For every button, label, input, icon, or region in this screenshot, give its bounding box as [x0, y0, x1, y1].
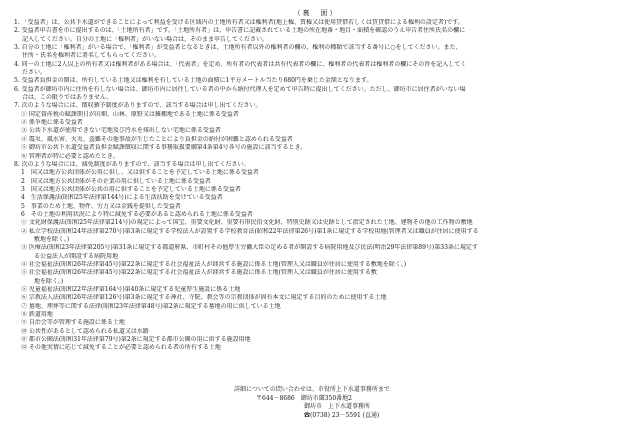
note-line: ⑧ 鉄道用地: [21, 311, 53, 319]
note-line: 6. 受益者が御坊市内に住所を有しない場合は、御坊市内に居住している者の中から納付代理人を定めて申告時に提出してください。ただし、御坊市に居住者がいない場: [14, 85, 466, 93]
note-line: 4. 同一の土地に2人以上の所有者又は権利者がある場合は、「代表者」を定め、所有者の代表者は共有代表者の欄に、権利者の代表者は権利者の欄にその旨を記入してく: [14, 60, 467, 68]
note-line: ① 国定資産税の賦課期日が田畑、山林、原野又は雑種地である土地に係る受益者: [21, 110, 239, 118]
note-line: る公益法人が開設する病院用地: [34, 252, 119, 260]
note-line: ③ 公共下水道が使用できない宅地及び汚水を排出しない宅地に係る受益者: [21, 127, 221, 135]
note-line: 地を除く。): [34, 277, 64, 285]
note-line: ⑦ 墓地、埋葬等に関する法律(昭和23年法律第48号)第2条に規定する墓地の用に供している土地: [21, 302, 281, 310]
note-line: 6 その土地の利用状況により特に減免する必要があると認められる土地に係る受益者: [21, 210, 253, 218]
note-line: 2 国又は地方公共団体がその企業の用に供している土地に係る受益者: [21, 177, 211, 185]
note-line: 合は、この限りではありません。: [22, 94, 113, 102]
note-line: ⑤ 社会福祉法(昭和26年法律第45号)第22条に規定する社会福祉法人が経営する施設に係る土地(管理人又は職員が住居に使用する敷: [21, 269, 377, 277]
note-line: 敷地を除く。): [34, 235, 70, 243]
note-line: 1. 「受益者」は、公共下水道ができることによって利益を受ける区域内の土地所有者又は権利者(地上権、質権又は使用貸借若しくは賃貸借による権利の設定者)です。: [14, 19, 464, 26]
note-line: ④ 社会福祉法(昭和26年法律第45号)第22条に規定する社会福祉法人が経営する施設に係る土地(管理人又は職員が住居に使用する敷地を除く。): [21, 260, 407, 268]
note-line: 5 事業のため土地、物件、労力又は金銭を提供した受益者: [21, 202, 181, 210]
note-line: ⑫ その他実情に応じて減免することが必要と認められる者の所有する土地: [21, 344, 221, 352]
note-line: ⑩ 公共性があるとして認められる私道又は水路: [21, 327, 149, 335]
note-line: ⑪ 都市公園法(昭和31年法律第79号)第2条に規定する都市公園の用に供する施設用地: [21, 336, 251, 344]
note-line: 5. 受益者負担金の額は、所有している土地又は権利を有している土地の面積に1平方メートル当たり680円を乗じた金額となります。: [14, 77, 373, 85]
note-line: ③ 医療法(昭和23年法律第205号)第31条に規定する都道府県、市町村その他厚生労働大臣の定める者が開設する病院用地及び民法(明治29年法律第89号)第33条に規定す: [21, 244, 478, 252]
note-line: ① 文化財保護法(昭和25年法律第214号)の規定によって国宝、重要文化財、重要有形民俗文化財、特別史跡又は史跡として指定された土地、建物その他の工作物の敷地: [21, 219, 473, 227]
contact-block: [210, 386, 440, 420]
note-line: ⑤ 児童福祉法(昭和22年法律第164号)第40条に規定する児童厚生施設に係る土地: [21, 286, 241, 293]
note-line: 住所・氏名を権利者に署名してもらってください。: [22, 52, 161, 60]
note-line: ⑨ 自治会等が管理する施設に係る土地: [21, 319, 125, 327]
note-line: ② 私立学校法(昭和24年法律第270号)第3条に規定する学校法人が設置する学校教育法(昭和22年法律第26号)第1条に規定する学校用地(管理者又は職員が住居に使用する: [21, 227, 479, 235]
note-line: ⑤ 御坊市公共下水道受益者負担金賦課徴収に関する事務取扱要綱第4条第4号各号の施設に該当するとき。: [21, 144, 307, 152]
note-line: 3 国又は地方公共団体が公共の用に供することを予定している土地に係る受益者: [21, 185, 241, 193]
note-line: 1 国又は地方公共団体が公用に供し、又は供することを予定している土地に係る受益者: [21, 169, 259, 177]
note-line: ⑥ 宗教法人法(昭和26年法律第126号)第3条に規定する神社、寺院、教会等の宗教団体が固有本文に規定する目的のために使用する土地: [21, 294, 387, 302]
page-title: （裏 面）: [293, 9, 339, 17]
note-line: ださい。: [22, 69, 47, 77]
notes-list: [14, 19, 618, 353]
contact-address: 〒644－8686 御坊市薗350番地2: [256, 394, 352, 402]
note-line: 記入してください。自分の土地に「権利者」がいない場合は、そのまま申告してください。: [22, 35, 269, 43]
note-line: 4 生活保護法(昭和25年法律第144号)による生活扶助を受けている受益者: [21, 194, 223, 202]
note-line: 3. 自分の土地に「権利者」がいる場合で、「権利者」が受益者となるときは、土地所有者以外の権利者の欄の、権利の種類で該当する番号に○をしてください。また、: [14, 44, 462, 52]
contact-office: 御坊市 上下水道事務所: [304, 403, 371, 411]
note-line: 8. 次のような場合には、減免制度がありますので、該当する場合は申し出てください。: [14, 160, 250, 168]
note-line: ⑥ 管理者が特に必要と認めたとき。: [21, 152, 119, 160]
note-line: 2. 受益者申告書を市に提出するのは、「土地所有者」です。「土地所有者」は、申告書に記載されている土地の所在地番・地目・面積を確認のうえ申告者住所氏名の欄に: [14, 27, 466, 35]
note-line: ④ 震災、風水害、火災、盗難その他事故が生じたことにより負担金の納付が困難と認められる受益者: [21, 135, 293, 143]
note-line: 7. 次のような場合には、徴収猶予制度がありますので、該当する場合は申し出てください。: [14, 102, 262, 110]
note-line: ② 係争地に係る受益者: [21, 119, 83, 127]
contact-intro: 詳細についての問い合わせは、市役所上下水道事務所まで: [234, 386, 390, 393]
contact-phone: ☎(0738) 23－5591 (直通): [304, 411, 380, 419]
